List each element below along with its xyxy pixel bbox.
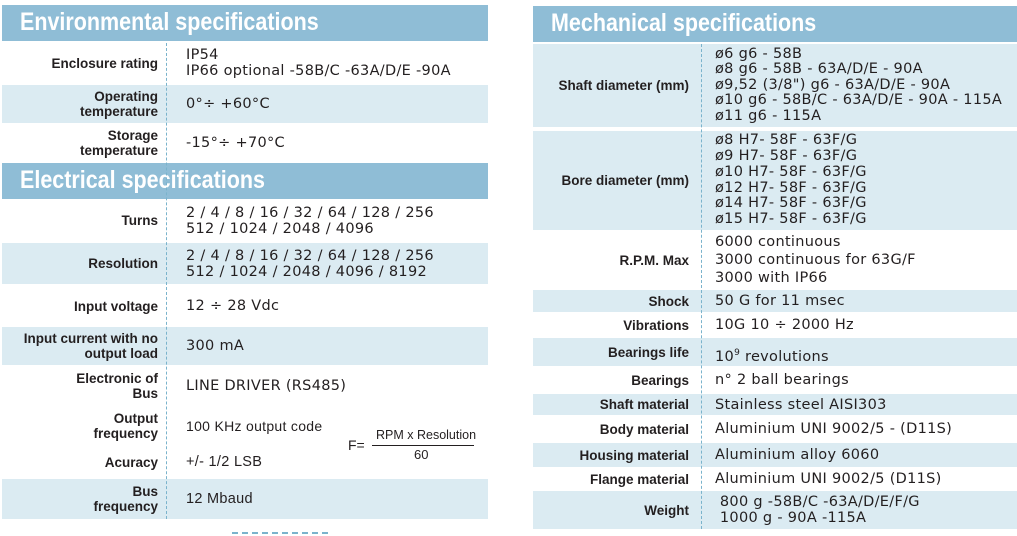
- environmental-title: Environmental specifications: [20, 8, 319, 36]
- spec-label: Housing material: [579, 447, 689, 463]
- spec-row-shaft-diameter: [533, 44, 1017, 127]
- spec-label: Bore diameter (mm): [561, 173, 689, 188]
- spec-row-resolution: [2, 243, 488, 284]
- formula-fraction-bar: [372, 445, 474, 446]
- spec-value: IP54 IP66 optional -58B/C -63A/D/E -90A: [186, 47, 451, 79]
- electrical-header: [2, 163, 488, 199]
- spec-value: -15°÷ +70°C: [186, 135, 285, 151]
- spec-value: Aluminium UNI 9002/5 (D11S): [715, 471, 942, 487]
- spec-label: Bearings: [631, 372, 689, 388]
- spec-value: Stainless steel AISI303: [715, 396, 887, 413]
- spec-value: 12 ÷ 28 Vdc: [186, 298, 280, 314]
- spec-label: Operating temperature: [79, 89, 158, 119]
- spec-row-enclosure-rating: [2, 43, 488, 83]
- spec-label: Shock: [648, 293, 689, 309]
- spec-value: ø6 g6 - 58B ø8 g6 - 58B - 63A/D/E - 90A ø9,52 (3/8") g6 - 63A/D/E - 90A ø10 g6 - 58B/C - 63A/D/E - 90A - 115A ø11 g6 - 115A: [715, 45, 1003, 124]
- spec-value: 0°÷ +60°C: [186, 96, 270, 112]
- formula-lhs: F=: [348, 437, 365, 453]
- spec-label: Turns: [121, 213, 158, 228]
- spec-value: 10G 10 ÷ 2000 Hz: [715, 317, 854, 333]
- mechanical-title: Mechanical specifications: [551, 9, 817, 37]
- environmental-header: [2, 5, 488, 41]
- spec-row-shaft-material: [533, 394, 1017, 415]
- formula-numerator: RPM x Resolution: [376, 428, 477, 442]
- spec-label: Bus frequency: [93, 484, 158, 514]
- spec-row-housing-material: [533, 443, 1017, 467]
- spec-label: Flange material: [589, 471, 689, 487]
- spec-value: ø8 H7- 58F - 63F/G ø9 H7- 58F - 63F/G ø10 H7- 58F - 63F/G ø12 H7- 58F - 63F/G ø14 H7- 58F - 63F/G ø15 H7- 58F - 63F/G: [715, 132, 867, 228]
- spec-value: 2 / 4 / 8 / 16 / 32 / 64 / 128 / 256 512 / 1024 / 2048 / 4096 / 8192: [186, 247, 434, 280]
- spec-label: Vibrations: [623, 317, 689, 333]
- spec-label: Resolution: [88, 256, 158, 271]
- spec-row-rpm-max: [533, 232, 1017, 288]
- spec-label: Electronic of Bus: [76, 371, 158, 401]
- spec-label: Acuracy: [104, 454, 158, 470]
- electrical-title: Electrical specifications: [20, 166, 265, 194]
- spec-label: Output frequency: [93, 411, 158, 441]
- spec-row-electronic-of-bus: [2, 367, 488, 405]
- spec-row-operating-temperature: [2, 85, 488, 123]
- spec-row-flange-material: [533, 469, 1017, 489]
- right-column-divider: [701, 44, 702, 529]
- spec-row-bearings: [533, 368, 1017, 392]
- spec-value: $10^9$ revolutions: [715, 348, 829, 365]
- bottom-dash-mark: [232, 532, 328, 534]
- spec-value: LINE DRIVER (RS485): [186, 378, 347, 394]
- spec-row-turns: [2, 200, 488, 241]
- spec-row-input-current: [2, 327, 488, 365]
- spec-row-bore-diameter: [533, 131, 1017, 230]
- spec-label: Input current with no output load: [23, 331, 158, 361]
- spec-label: Shaft diameter (mm): [558, 78, 689, 93]
- spec-value: 300 mA: [186, 338, 245, 354]
- frequency-formula: [348, 428, 478, 464]
- spec-label: Enclosure rating: [51, 55, 158, 71]
- spec-value: Aluminium alloy 6060: [715, 447, 880, 463]
- spec-value: 12 Mbaud: [186, 491, 253, 507]
- spec-label: Weight: [644, 502, 689, 518]
- spec-value: 50 G for 11 msec: [715, 293, 845, 309]
- spec-label: Storage temperature: [79, 128, 158, 158]
- spec-row-storage-temperature: [2, 125, 488, 161]
- formula-denominator: 60: [414, 447, 429, 462]
- spec-row-bearings-life: [533, 338, 1017, 366]
- spec-label: Input voltage: [74, 298, 158, 314]
- spec-label: Shaft material: [599, 397, 689, 412]
- mechanical-header: [533, 6, 1017, 42]
- spec-label: Bearings life: [607, 344, 689, 360]
- spec-row-bus-frequency: [2, 479, 488, 519]
- spec-row-body-material: [533, 417, 1017, 441]
- spec-row-vibrations: [533, 314, 1017, 336]
- spec-label: Body material: [599, 421, 689, 437]
- spec-value: +/- 1/2 LSB: [186, 454, 263, 470]
- spec-value: 2 / 4 / 8 / 16 / 32 / 64 / 128 / 256 512 / 1024 / 2048 / 4096: [186, 204, 434, 237]
- spec-row-weight: [533, 491, 1017, 529]
- left-column-divider: [166, 43, 167, 519]
- spec-row-input-voltage: [2, 287, 488, 325]
- spec-value: Aluminium UNI 9002/5 - (D11S): [715, 421, 953, 437]
- spec-value: 800 g -58B/C -63A/D/E/F/G 1000 g - 90A -115A: [715, 494, 920, 526]
- spec-row-shock: [533, 290, 1017, 312]
- spec-label: R.P.M. Max: [619, 252, 689, 268]
- spec-value: 6000 continuous 3000 continuous for 63G/F 3000 with IP66: [715, 234, 916, 286]
- spec-value: n° 2 ball bearings: [715, 372, 849, 388]
- spec-value: 100 KHz output code: [186, 418, 323, 434]
